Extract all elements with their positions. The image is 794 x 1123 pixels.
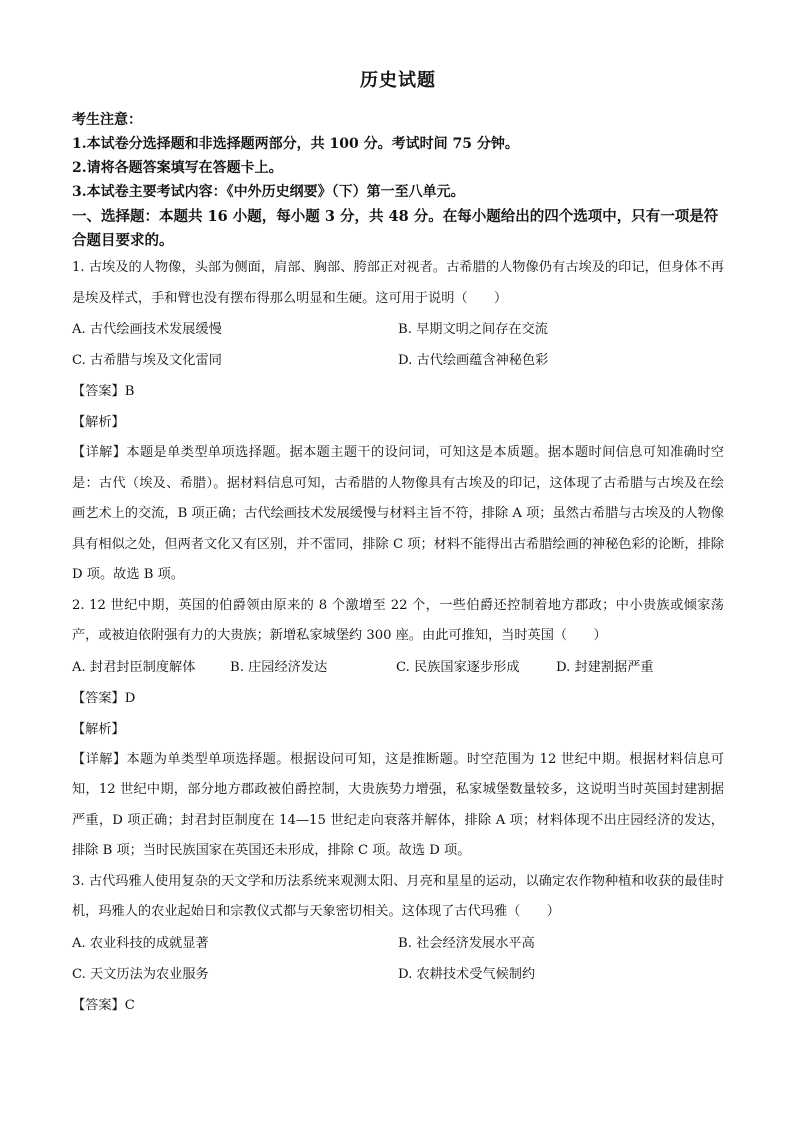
detail-explanation: 【详解】本题是单类型单项选择题。据本题主题干的设问词，可知这是本质题。据本题时间信息可知准确时空是：古代（埃及、希腊）。据材料信息可知，古希腊的人物像具有古埃及的印记，这体现了古希腊与古埃及在绘画艺术上的交流，B 项正确；古代绘画技术发展缓慢与材料主旨不符，排除 A 项；虽然古希腊与古埃及的人物像具有相似之处，但两者文化又有区别，并不雷同，排除 C 项；材料不能得出古希腊绘画的神秘色彩的论断，排除 D 项。故选 B 项。: [72, 445, 724, 582]
question-stem: 3. 古代玛雅人使用复杂的天文学和历法系统来观测太阳、月亮和星星的运动，以确定农作物种植和收获的最佳时机，玛雅人的农业起始日和宗教仪式都与天象密切相关。这体现了古代玛雅（ ）: [72, 873, 724, 919]
page-title: 历史试题: [360, 70, 436, 91]
options-row: [72, 928, 724, 959]
question-3: [72, 867, 724, 1021]
notice-item-2: 2.请将各题答案填写在答题卡上。: [72, 160, 283, 176]
answer-label: 【答案】B: [72, 384, 135, 399]
notice-item-3: 3.本试卷主要考试内容：《中外历史纲要》（下）第一至八单元。: [72, 184, 465, 200]
options-row: [72, 345, 724, 376]
option-b: B. 庄园经济发达: [230, 659, 328, 675]
options-row: [72, 959, 724, 990]
detail-explanation: 【详解】本题为单类型单项选择题。根据设问可知，这是推断题。时空范围为 12 世纪中期。根据材料信息可知，12 世纪中期，部分地方郡政被伯爵控制，大贵族势力增强，私家城堡数量较多，这说明当时英国封建割据严重，D 项正确；封君封臣制度在 14—15 世纪走向衰落并解体，排除 A 项；材料体现不出庄园经济的发达，排除 B 项；当时民族国家在英国还未形成，排除 C 项。故选 D 项。: [72, 751, 724, 858]
options-row: [72, 314, 724, 345]
option-c: C. 民族国家逐步形成: [396, 659, 520, 675]
option-a: A. 农业科技的成就显著: [72, 935, 209, 951]
analysis-label: 【解析】: [72, 415, 125, 430]
question-stem: 1. 古埃及的人物像，头部为侧面，肩部、胸部、胯部正对视者。古希腊的人物像仍有古埃及的印记，但身体不再是埃及样式，手和臂也没有摆布得那么明显和生硬。这可用于说明（ ）: [72, 260, 724, 306]
option-a: A. 古代绘画技术发展缓慢: [72, 322, 222, 337]
option-b: B. 社会经济发展水平高: [398, 935, 535, 951]
exam-page: [72, 66, 724, 1021]
section-heading: 一、选择题：本题共 16 小题，每小题 3 分，共 48 分。在每小题给出的四个选项中，只有一项是符合题目要求的。: [72, 208, 719, 249]
options-row: [72, 652, 724, 683]
option-d: D. 古代绘画蕴含神秘色彩: [398, 353, 549, 368]
option-a: A. 封君封臣制度解体: [72, 659, 196, 675]
question-2: [72, 591, 724, 867]
option-c: C. 古希腊与埃及文化雷同: [72, 353, 222, 368]
candidate-notice: [72, 108, 724, 204]
option-d: D. 农耕技术受气候制约: [398, 966, 536, 982]
question-1: [72, 253, 724, 591]
option-c: C. 天文历法为农业服务: [72, 966, 209, 982]
option-b: B. 早期文明之间存在交流: [398, 322, 548, 337]
question-stem: 2. 12 世纪中期，英国的伯爵领由原来的 8 个激增至 22 个，一些伯爵还控制着地方郡政；中小贵族或倾家荡产，或被迫依附强有力的大贵族；新增私家城堡约 300 座。由此可推知，当时英国（ ）: [72, 597, 724, 643]
option-d: D. 封建割据严重: [556, 659, 654, 675]
notice-heading: 考生注意：: [72, 112, 142, 128]
notice-item-1: 1.本试卷分选择题和非选择题两部分，共 100 分。考试时间 75 分钟。: [72, 136, 519, 152]
answer-label: 【答案】D: [72, 690, 136, 706]
analysis-label: 【解析】: [72, 721, 125, 737]
answer-label: 【答案】C: [72, 997, 135, 1013]
